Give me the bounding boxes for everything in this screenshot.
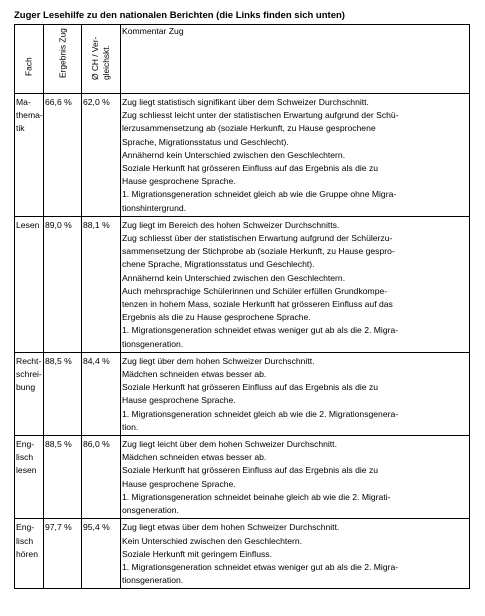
comment-paragraph: Zug schliesst leicht unter der statistischen Erwartung aufgrund der Schü- lerzusammensetzung ab (soziale Herkunft, zu Hause gesprochene Sprache, Migrationsstatus und Geschlecht). [122,110,399,147]
comment-paragraph: Soziale Herkunft hat grösseren Einfluss auf das Ergebnis als die zu Hause gesprochene Sprache. [122,465,379,489]
header-ergebnis-label: Ergebnis Zug [56,27,67,78]
comment-paragraph: 1. Migrationsgeneration schneidet etwas weniger gut ab als die 2. Migra- tionsgeneration. [122,325,399,349]
comment-paragraph: 1. Migrationsgeneration schneidet beinahe gleich ab wie die 2. Migrati- onsgeneration. [122,491,391,516]
comment-paragraph: Zug liegt statistisch signifikant über dem Schweizer Durchschnitt. [122,97,369,107]
subject-cell: Eng- lisch lesen [15,436,44,519]
comment-paragraph: Zug liegt leicht über dem hohen Schweizer Durchschnitt. [122,439,337,450]
header-vergleich [82,25,121,94]
comment-cell [121,94,470,217]
comment-paragraph: Annähernd kein Unterschied zwischen den Geschlechtern. [122,149,346,160]
table-row [15,216,470,352]
table-row [15,519,470,589]
table-row [15,352,470,435]
header-fach-label: Fach [23,57,34,76]
result-zug-cell: 88,5 % [44,352,82,435]
comparison-ch-cell: 62,0 % [82,94,121,217]
table-body [15,94,470,589]
subject-cell: Lesen [15,216,44,352]
comment-paragraph: Zug liegt etwas über dem hohen Schweizer Durchschnitt. [122,522,340,533]
result-zug-cell: 88,5 % [44,436,82,519]
document-title: Zuger Lesehilfe zu den nationalen Berichten (die Links finden sich unten) [14,10,345,21]
subject-cell: Ma- thema- tik [15,94,44,217]
comment-paragraph: Zug liegt im Bereich des hohen Schweizer Durchschnitts. [122,219,340,230]
result-zug-cell: 89,0 % [44,216,82,352]
result-zug-cell: 97,7 % [44,519,82,589]
table-header-row [15,25,470,94]
comment-cell [121,352,470,435]
comment-paragraph: 1. Migrationsgeneration schneidet gleich ab wie die 2. Migrationsgenera- tion. [122,408,399,432]
comparison-ch-cell: 95,4 % [82,519,121,589]
comment-paragraph: Annähernd kein Unterschied zwischen den Geschlechtern. [122,272,346,283]
comparison-ch-cell: 84,4 % [82,352,121,435]
comment-paragraph: Mädchen schneiden etwas besser ab. [122,369,267,380]
comment-paragraph: Soziale Herkunft mit geringem Einfluss. [122,548,272,559]
table-row [15,94,470,217]
table-row [15,436,470,519]
comment-cell [121,519,470,589]
comment-paragraph: 1. Migrationsgeneration schneidet etwas weniger gut ab als die 2. Migra- tionsgeneration. [122,561,399,586]
subject-cell: Recht- schrei- bung [15,352,44,435]
header-ergebnis [44,25,82,94]
comparison-ch-cell: 88,1 % [82,216,121,352]
comment-paragraph: Soziale Herkunft hat grösseren Einfluss auf das Ergebnis als die zu Hause gesprochene Sprache. [122,163,379,187]
header-vergleich-label: Ø CH / Ver- gleichskt. [90,36,111,80]
comment-paragraph: Zug liegt über dem hohen Schweizer Durchschnitt. [122,355,315,366]
comment-paragraph: Mädchen schneiden etwas besser ab. [122,452,267,463]
comment-paragraph: Soziale Herkunft hat grösseren Einfluss auf das Ergebnis als die zu Hause gesprochene Sprache. [122,382,379,406]
comment-paragraph: Auch mehrsprachige Schülerinnen und Schüler erfüllen Grundkompe- tenzen in hohem Mass, soziale Herkunft hat grösseren Einfluss auf das Ergebnis als die zu Hause gesprochene Sprache. [122,285,393,323]
comment-paragraph: Zug schliesst über der statistischen Erwartung aufgrund der Schülerzu- sammensetzung der Stichprobe ab (soziale Herkunft, zu Hause gespro- chene Sprache, Migrationsstatus und Geschlecht). [122,233,395,270]
comparison-ch-cell: 86,0 % [82,436,121,519]
comment-cell [121,216,470,352]
comment-paragraph: 1. Migrationsgeneration schneidet gleich ab wie die Gruppe ohne Migra- tionshintergrund. [122,189,397,213]
results-table [14,24,470,589]
comment-cell [121,436,470,519]
comment-paragraph: Kein Unterschied zwischen den Geschlechtern. [122,535,303,546]
subject-cell: Eng- lisch hören [15,519,44,589]
result-zug-cell: 66,6 % [44,94,82,217]
header-kommentar: Kommentar Zug [121,25,470,94]
header-fach [15,25,44,94]
